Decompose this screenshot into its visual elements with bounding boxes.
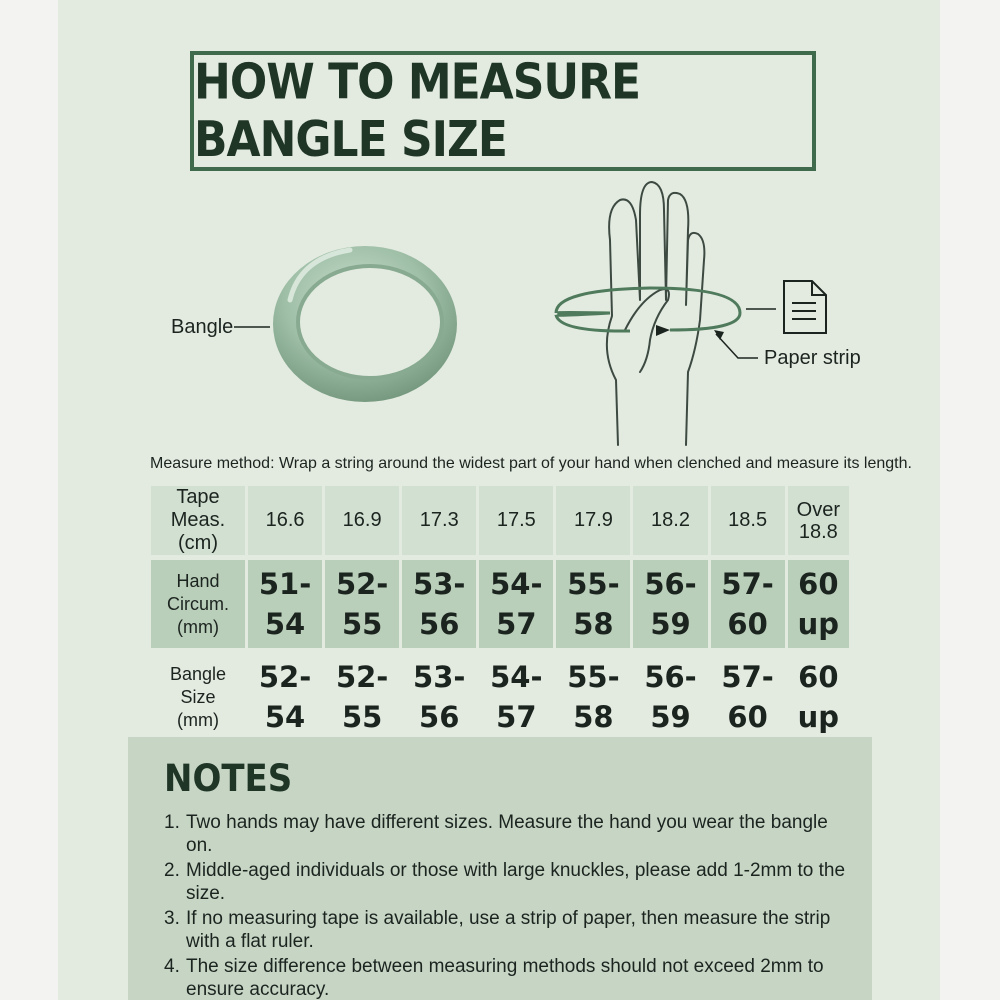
table-cell-line: 56-: [644, 567, 697, 601]
table-cell-line: 57: [496, 700, 537, 734]
table-cell-line: 18.2: [651, 509, 690, 531]
table-cell-line: 18.5: [728, 509, 768, 531]
notes-panel: [128, 737, 872, 1000]
table-cell-line: 17.5: [496, 509, 536, 531]
paper-icon: [784, 281, 826, 333]
table-cell-line: 54-: [490, 660, 543, 694]
note-item: 3. If no measuring tape is available, use a strip of paper, then measure the strip with a flat ruler.: [164, 908, 831, 952]
tape-row: [151, 486, 849, 555]
table-cell: [325, 560, 399, 648]
row-header-line: Bangle: [169, 663, 227, 684]
table-cell: [402, 653, 476, 741]
table-cell: [556, 486, 630, 555]
table-cell-line: 54-: [490, 567, 543, 601]
measure-method-text: Measure method: Wrap a string around the widest part of your hand when clenched and measure its length.: [150, 455, 912, 472]
row-header: [151, 486, 245, 555]
row-header: [151, 560, 245, 648]
table-cell: [479, 653, 553, 741]
table-cell: [402, 560, 476, 648]
table-cell: [325, 653, 399, 741]
table-cell: [633, 486, 707, 555]
note-item: 1. Two hands may have different sizes. Measure the hand you wear the bangle on.: [164, 812, 828, 856]
table-cell-line: 59: [650, 700, 691, 734]
table-cell: [788, 653, 849, 741]
table-cell: [479, 486, 553, 555]
note-item: 4. The size difference between measuring methods should not exceed 2mm to ensure accuracy.: [164, 956, 824, 1000]
table-cell-line: 52-: [335, 660, 389, 694]
table-cell-line: 16.6: [265, 509, 305, 531]
table-cell-line: 54: [264, 607, 306, 641]
table-cell-line: 57-: [721, 567, 774, 601]
bangle-size-row: [151, 653, 849, 741]
bangle-icon: [273, 246, 457, 402]
table-cell-line: 55-: [567, 567, 620, 601]
table-cell: [788, 486, 849, 555]
table-cell-line: 60: [727, 607, 768, 641]
row-header-line: (cm): [178, 532, 218, 554]
table-cell: [711, 486, 785, 555]
table-cell-line: 18.8: [798, 520, 838, 543]
table-cell: [248, 560, 322, 648]
table-cell-line: 60: [798, 660, 839, 694]
table-cell-line: up: [797, 607, 840, 641]
table-cell: [556, 653, 630, 741]
row-header-line: Circum.: [167, 593, 229, 614]
note-item: 2. Middle-aged individuals or those with large knuckles, please add 1-2mm to the size.: [164, 860, 846, 904]
table-cell: [633, 653, 707, 741]
table-cell-line: 57: [496, 607, 537, 641]
table-cell: [479, 560, 553, 648]
row-header-line: Tape Meas.: [170, 486, 226, 531]
notes-title: NOTES: [164, 757, 293, 801]
table-cell-line: 60: [798, 567, 839, 601]
table-cell-line: 58: [573, 607, 614, 641]
table-cell-line: 17.9: [573, 509, 613, 531]
table-cell-line: 56: [419, 607, 460, 641]
table-cell-line: 59: [650, 607, 691, 641]
table-cell-line: Over: [796, 498, 840, 521]
row-header-line: Size: [180, 686, 216, 707]
table-cell-line: 56-: [644, 660, 697, 694]
row-header-line: (mm): [177, 616, 219, 637]
table-cell-line: 55-: [567, 660, 620, 694]
table-cell: [248, 653, 322, 741]
row-header-line: (mm): [177, 709, 219, 730]
table-cell-line: up: [797, 700, 840, 734]
table-cell: [556, 560, 630, 648]
table-cell-line: 51-: [258, 567, 312, 601]
bangle-label: Bangle: [171, 316, 234, 338]
table-cell-line: 58: [573, 700, 614, 734]
table-cell-line: 57-: [721, 660, 774, 694]
row-header: [151, 653, 245, 741]
table-cell-line: 54: [264, 700, 306, 734]
paper-strip-label: Paper strip: [764, 347, 861, 369]
table-cell-line: 52-: [258, 660, 312, 694]
table-cell-line: 53-: [413, 660, 466, 694]
size-table: [148, 486, 852, 741]
table-cell: [248, 486, 322, 555]
page-title: HOW TO MEASURE BANGLE SIZE: [194, 53, 641, 169]
hand-icon: [607, 182, 705, 445]
table-cell-line: 17.3: [419, 509, 459, 531]
table-cell: [711, 560, 785, 648]
table-cell-line: 52-: [335, 567, 389, 601]
hand-circum-row: [151, 560, 849, 648]
table-cell-line: 16.9: [342, 509, 382, 531]
table-cell-line: 60: [727, 700, 768, 734]
illustration: [0, 0, 1000, 460]
table-cell: [788, 560, 849, 648]
table-cell: [325, 486, 399, 555]
table-cell-line: 56: [419, 700, 460, 734]
table-cell: [711, 653, 785, 741]
table-cell-line: 53-: [413, 567, 466, 601]
table-cell-line: 55: [341, 607, 383, 641]
table-cell: [402, 486, 476, 555]
strip-leader-line: [716, 334, 758, 358]
table-cell: [633, 560, 707, 648]
row-header-line: Hand: [176, 570, 220, 591]
notes-list: [164, 811, 852, 1000]
table-cell-line: 55: [341, 700, 383, 734]
